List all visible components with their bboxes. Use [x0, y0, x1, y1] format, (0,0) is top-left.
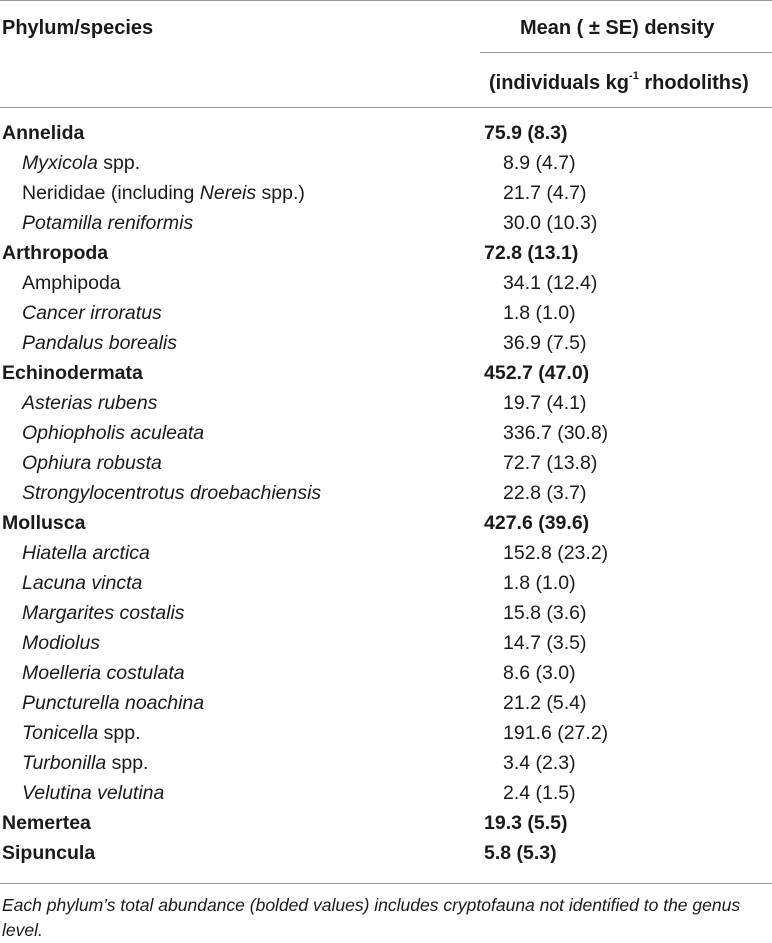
species-row	[0, 476, 772, 506]
species-density-value: 2.4 (1.5)	[503, 782, 576, 804]
species-name	[22, 632, 100, 655]
phylum-density-value: 427.6 (39.6)	[484, 512, 590, 534]
species-row	[0, 656, 772, 686]
species-density-value: 8.6 (3.0)	[503, 662, 576, 684]
species-density-value: 14.7 (3.5)	[503, 632, 587, 654]
species-density-value: 3.4 (2.3)	[503, 752, 576, 774]
species-density-value: 19.7 (4.1)	[503, 392, 587, 414]
table-top-rule	[0, 0, 772, 1]
species-row	[0, 626, 772, 656]
species-name-italic: Ophiura robusta	[22, 452, 162, 474]
species-name-italic: Potamilla reniformis	[22, 212, 194, 234]
species-density-value: 336.7 (30.8)	[503, 422, 609, 444]
species-name	[22, 572, 142, 595]
phylum-name: Arthropoda	[2, 242, 109, 264]
species-density-value: 191.6 (27.2)	[503, 722, 609, 744]
species-name-italic: Myxicola	[22, 152, 98, 174]
phylum-density-value: 452.7 (47.0)	[484, 362, 590, 384]
species-name	[22, 422, 204, 445]
phylum-name: Sipuncula	[2, 842, 96, 864]
species-name	[22, 782, 164, 805]
phylum-row	[0, 236, 772, 266]
phylum-name: Mollusca	[2, 512, 86, 534]
species-name-suffix: spp.	[98, 722, 141, 744]
species-row	[0, 776, 772, 806]
species-row	[0, 446, 772, 476]
species-name	[22, 452, 162, 475]
species-name	[22, 212, 193, 235]
header-sub-rule	[480, 52, 772, 53]
phylum-row	[0, 116, 772, 146]
species-name	[22, 482, 321, 505]
species-row	[0, 746, 772, 776]
phylum-name: Annelida	[2, 122, 85, 144]
species-name	[22, 392, 157, 415]
species-density-value: 1.8 (1.0)	[503, 302, 576, 324]
species-row	[0, 266, 772, 296]
phylum-row	[0, 836, 772, 866]
species-name-italic: Lacuna vincta	[22, 572, 143, 594]
species-name-italic: Asterias rubens	[22, 392, 158, 414]
species-density-value: 72.7 (13.8)	[503, 452, 598, 474]
species-row	[0, 296, 772, 326]
units-suffix: rhodoliths)	[638, 72, 749, 94]
species-row	[0, 596, 772, 626]
species-density-value: 1.8 (1.0)	[503, 572, 576, 594]
table-body	[0, 116, 772, 866]
phylum-row	[0, 356, 772, 386]
phylum-density-value: 5.8 (5.3)	[484, 842, 557, 864]
species-name	[22, 542, 150, 565]
species-name-italic: Moelleria costulata	[22, 662, 185, 684]
species-name-italic: Velutina velutina	[22, 782, 165, 804]
species-density-value: 21.2 (5.4)	[503, 692, 587, 714]
phylum-density-value: 19.3 (5.5)	[484, 812, 568, 834]
species-name	[22, 272, 121, 295]
units-prefix: (individuals kg	[489, 72, 630, 94]
species-density-value: 34.1 (12.4)	[503, 272, 598, 294]
column-header-units	[489, 72, 749, 95]
species-name-italic: Pandalus borealis	[22, 332, 178, 354]
species-row	[0, 686, 772, 716]
species-row	[0, 326, 772, 356]
species-density-value: 36.9 (7.5)	[503, 332, 587, 354]
species-row	[0, 566, 772, 596]
phylum-name: Echinodermata	[2, 362, 143, 384]
column-header-phylum-species: Phylum/species	[2, 17, 154, 39]
species-name	[22, 752, 148, 775]
species-name	[22, 722, 141, 745]
species-row	[0, 416, 772, 446]
species-density-value: 8.9 (4.7)	[503, 152, 576, 174]
species-name-italic: Ophiopholis aculeata	[22, 422, 205, 444]
species-density-value: 30.0 (10.3)	[503, 212, 598, 234]
species-name-italic: Hiatella arctica	[22, 542, 150, 564]
table-bottom-rule	[0, 883, 772, 884]
species-name-italic: Modiolus	[22, 632, 101, 654]
units-superscript: -1	[629, 70, 639, 82]
species-name-plain: Nerididae (including	[22, 182, 200, 204]
species-name	[22, 332, 177, 355]
species-row	[0, 716, 772, 746]
species-name	[22, 302, 162, 325]
species-name	[22, 602, 185, 625]
species-row	[0, 176, 772, 206]
phylum-density-value: 72.8 (13.1)	[484, 242, 579, 264]
column-header-mean-density: Mean ( ± SE) density	[520, 17, 715, 39]
table-footnote: Each phylum’s total abundance (bolded values) includes cryptofauna not identified to the genus level.	[2, 895, 741, 940]
phylum-row	[0, 506, 772, 536]
species-density-value: 21.7 (4.7)	[503, 182, 587, 204]
species-name-plain: Amphipoda	[22, 272, 121, 294]
species-row	[0, 386, 772, 416]
species-density-value: 22.8 (3.7)	[503, 482, 587, 504]
species-name-italic: Strongylocentrotus droebachiensis	[22, 482, 322, 504]
species-density-value: 15.8 (3.6)	[503, 602, 587, 624]
species-name-italic: Margarites costalis	[22, 602, 185, 624]
species-name-italic: Cancer irroratus	[22, 302, 162, 324]
species-name-suffix: spp.	[97, 152, 141, 174]
species-row	[0, 206, 772, 236]
species-name-italic: Tonicella	[22, 722, 99, 744]
species-name	[22, 182, 305, 205]
header-bottom-rule	[0, 107, 772, 108]
species-row	[0, 536, 772, 566]
species-row	[0, 146, 772, 176]
species-name-suffix: spp.	[106, 752, 149, 774]
phylum-row	[0, 806, 772, 836]
species-name	[22, 662, 185, 685]
species-name	[22, 152, 140, 175]
species-name-italic: Puncturella noachina	[22, 692, 205, 714]
species-name-italic: Nereis	[199, 182, 257, 204]
species-density-value: 152.8 (23.2)	[503, 542, 609, 564]
phylum-name: Nemertea	[2, 812, 91, 834]
phylum-density-value: 75.9 (8.3)	[484, 122, 568, 144]
species-name-suffix: spp.)	[256, 182, 305, 204]
species-name-italic: Turbonilla	[22, 752, 107, 774]
species-name	[22, 692, 204, 715]
